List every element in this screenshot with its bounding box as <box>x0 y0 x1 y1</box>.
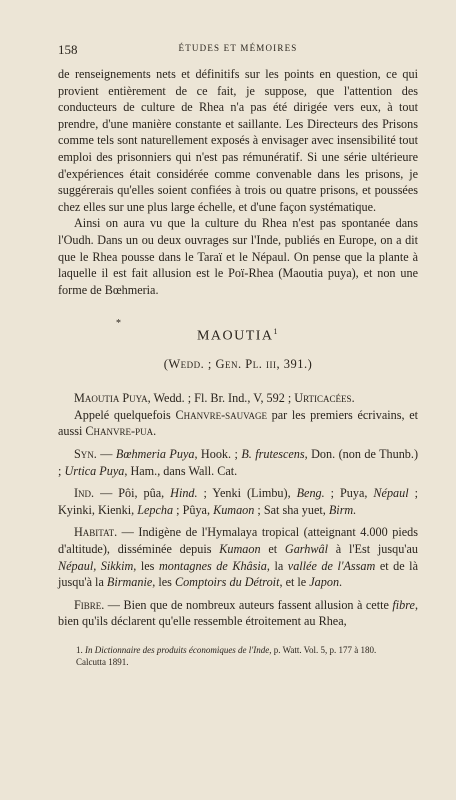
synonym-3: Urtica Puya <box>64 463 125 478</box>
paragraph-oudh: Ainsi on aura vu que la culture du Rhea n'est pas spontanée dans l'Oudh. Dans un ou deux ouvrages sur l'Inde, publiés en Europe, on a dit que le Rhea pousse dans le Taraï et le Népaul. On pense que la plante à laquelle il est fait allusion est le Poï-Rhea (Maoutia puya), et non une forme de Bœhmeria. <box>58 216 418 297</box>
text: , les <box>133 558 159 573</box>
place: montagnes de Khâsia <box>158 558 267 573</box>
text: — Pôi, pûa, <box>94 486 171 501</box>
common-names-text: Appelé quelquefois <box>74 407 176 422</box>
synonym-2: B. frutescens <box>241 446 305 461</box>
language: Lepcha <box>137 502 174 517</box>
text: à l'Est jusqu'au <box>328 541 418 556</box>
body-text <box>58 66 418 630</box>
page-number: 158 <box>58 42 78 57</box>
punct: . <box>153 424 157 439</box>
punct: . <box>339 575 343 590</box>
author-3: , Ham., dans Wall. Cat. <box>124 463 238 478</box>
text: , et le <box>279 575 310 590</box>
language: Népaul <box>373 486 409 501</box>
species-name: Maoutia Puya <box>74 391 148 406</box>
language: Birm. <box>328 502 357 517</box>
running-title: ÉTUDES ET MÉMOIRES <box>178 43 298 53</box>
entry-synonyms <box>58 446 418 479</box>
section-title <box>58 324 418 345</box>
indian-names-label: Ind. <box>74 486 95 501</box>
author-2: , Don. (non de Thunb.) ; <box>58 446 418 478</box>
dash: — <box>96 446 116 461</box>
author-1: , Hook. ; <box>194 446 242 461</box>
section-title-text: MAOUTIA <box>196 328 274 344</box>
entry-indian-names <box>58 485 418 518</box>
place: Birmanie <box>106 575 153 590</box>
common-name-1: Chanvre-sauvage <box>175 407 267 422</box>
language: Hind. <box>170 486 198 501</box>
footnote-reference: , p. Watt. Vol. 5, p. 177 à 180. Calcutta 1891. <box>76 644 377 667</box>
footnote-number: 1. <box>76 644 85 655</box>
footnote-mark: 1 <box>273 327 280 337</box>
common-name-2: Chanvre-pua <box>85 424 154 439</box>
text: — Bien que de nombreux auteurs fassent allusion à cette <box>104 597 393 612</box>
place: Japon <box>309 575 340 590</box>
common-names-text-2: par les premiers écrivains, et aussi <box>58 407 418 439</box>
text: ; Yenki (Limbu), <box>197 486 297 501</box>
text: ; Kyinki, Kienki, <box>58 486 418 517</box>
entry-fibre <box>58 597 418 630</box>
synonyms-label: Syn. <box>74 446 97 461</box>
running-head <box>58 42 418 58</box>
footnote-title: In Dictionnaire des produits économiques de l'Inde <box>85 644 270 655</box>
text: , la <box>266 558 288 573</box>
text: — Indigène de l'Hymalaya tropical (atteignant 4.000 pieds d'altitude), disséminée depuis <box>58 525 418 556</box>
place: Comptoirs du Détroit <box>174 575 280 590</box>
term: fibre <box>392 597 415 612</box>
place: vallée de l'Assam <box>287 558 376 573</box>
family-name: Urticacées <box>294 391 352 406</box>
section-subtitle: (Wedd. ; Gen. Pl. iii, 391.) <box>163 356 313 371</box>
text: ; Sat sha yuet, <box>254 502 329 517</box>
fibre-label: Fibre. <box>74 597 105 612</box>
species-reference: , Wedd. ; Fl. Br. Ind., V, 592 ; <box>147 391 295 406</box>
text: et <box>260 541 285 556</box>
place: Népaul, Sikkim <box>58 558 134 573</box>
paragraph-continuation: de renseignements nets et définitifs sur les points en question, ce qui provient entièrement de ce fait, je suppose, que l'attention des conducteurs de culture de Rhea n'a pas été dirigée vers eux, à tout prendre, d'une manière constante et saillante. Les Directeurs des Prisons comme tels sont naturellement exposés à envisager avec insensibilité tout emploi des prisonniers qui n'est pas rémunératif. Si une série ultérieure d'expériences était considérée comme convenable dans les prisons, je suggérerais qu'elles soient confiées à trois ou quatre prisons, et poussées chez elles sur une plus large échelle, et d'une façon systématique. <box>58 67 418 214</box>
text: , les <box>152 575 175 590</box>
synonym-1: Bœhmeria Puya <box>115 446 195 461</box>
text: ; Puya, <box>324 486 374 501</box>
place: Kumaon <box>219 541 261 556</box>
place: Garhwâl <box>284 541 329 556</box>
entry-habitat <box>58 524 418 590</box>
punct: . <box>351 391 355 406</box>
habitat-label: Habitat. <box>74 525 118 540</box>
language: Beng. <box>296 486 325 501</box>
section-ornament: * <box>116 318 121 330</box>
footnote <box>58 644 418 668</box>
text: ; Pûya, <box>173 502 214 517</box>
text: et de là jusqu'à la <box>58 558 418 590</box>
language: Kumaon <box>213 502 255 517</box>
text: , bien qu'ils déclarent qu'elle ressemble étroitement au Rhea, <box>58 597 418 629</box>
entry-species <box>58 390 418 440</box>
